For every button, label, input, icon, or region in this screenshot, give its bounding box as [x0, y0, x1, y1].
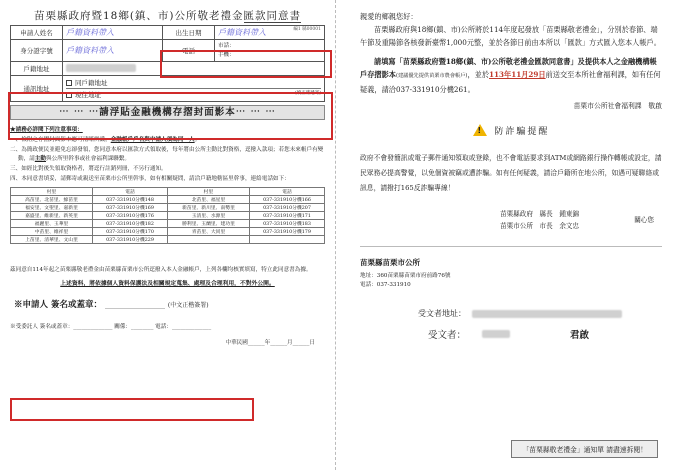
date-row[interactable]: 中華民國______年______月______日	[225, 339, 315, 346]
deadline-date: 113年11月29日	[489, 70, 546, 79]
applicant-label: 申請人姓名	[11, 26, 63, 40]
contacts-table	[10, 187, 325, 244]
note-bold: 主動	[34, 156, 46, 163]
privacy-warning: 上述資料，將依據個人資料保護法及相關規定蒐集、處理及合理利用，不對外公開。	[60, 280, 275, 287]
id-label: 身分證字號	[11, 40, 63, 62]
village-cell: 青苗里、大同里	[167, 227, 249, 235]
checkbox-current[interactable]	[66, 92, 72, 98]
village-cell: 玉清里、水源里	[167, 211, 249, 219]
applicant-table	[10, 25, 325, 102]
checkbox-same[interactable]	[66, 80, 72, 86]
table-row	[11, 195, 325, 203]
dob-label: 出生日期	[163, 26, 215, 40]
form-title-prefix: 苗栗縣政府暨18鄉(鎮、市)公所敬老禮金	[33, 10, 244, 22]
official-line: 苗栗市公所 市長 余文忠	[500, 222, 580, 230]
note-bold: 金融帳戶戶名與申請人須為同一人	[110, 136, 195, 143]
recipient-address-redacted	[472, 310, 622, 318]
warning-icon	[473, 124, 487, 136]
phone-cell: 037-331910分機166	[249, 195, 324, 203]
phone-cell: 037-331910分機183	[249, 219, 324, 227]
fraud-heading-text: 防詐騙提醒	[494, 127, 550, 137]
contacts-header: 村里	[167, 187, 249, 195]
recipient-address-row	[360, 308, 662, 319]
village-cell: 北苗里、福星里	[167, 195, 249, 203]
id-value[interactable]: 戶籍資料帶入	[63, 40, 163, 62]
signature-highlight-box	[10, 398, 254, 421]
table-row	[11, 211, 325, 219]
officials-block	[360, 208, 662, 232]
phone-label: 電話	[163, 40, 215, 62]
paragraph-1: 苗栗縣政府與18鄉(鎮、市)公所將於114年度起發放「苗栗縣敬老禮金」，分別於春節、端午節及重陽節各核發新臺幣1,000元整，並於各節日前由本所以「匯款」方式匯入您本人帳戶。	[360, 25, 661, 47]
applicant-value[interactable]: 戶籍資料帶入	[63, 26, 163, 40]
fraud-heading	[360, 124, 662, 137]
mail-option-current[interactable]	[66, 90, 321, 99]
phone-cell: 037-331910分機229	[93, 235, 168, 243]
office-phone: 電話：037-331910	[360, 282, 411, 288]
department-signature: 苗栗市公所社會福利課 敬啟	[573, 102, 662, 110]
office-address: 地址：360苗栗縣苗栗市府前路76號	[360, 273, 451, 279]
address-value	[63, 62, 325, 76]
recipient-address-label: 受文者地址：	[418, 309, 466, 318]
phone-cell: 037-331910分機207	[249, 203, 324, 211]
village-cell: 新苗里、新川里、南勢里	[167, 203, 249, 211]
recipient-name-redacted	[482, 330, 510, 338]
notice-letter-page	[340, 0, 678, 470]
table-row	[11, 219, 325, 227]
mail-option-same[interactable]	[66, 78, 321, 89]
village-cell: 高苗里、北苗里、綠苗里	[11, 195, 93, 203]
signature-row	[10, 297, 325, 317]
signature-field[interactable]: ____________________	[104, 301, 165, 309]
form-title	[10, 8, 325, 23]
paragraph-2-mid: ，並於	[467, 70, 490, 79]
phone-cell: 037-331910分機170	[93, 227, 168, 235]
mail-option-same-label: 同戶籍地址	[75, 79, 108, 87]
recipient-suffix: 君啟	[570, 330, 590, 341]
note-text: 與公所里幹事或社會福利課聯繫。	[46, 156, 130, 163]
contacts-header: 電話	[249, 187, 324, 195]
mail-note: (填正確遞寄)	[294, 91, 321, 96]
divider	[360, 246, 662, 247]
recipient-block	[360, 308, 662, 341]
village-cell	[167, 235, 249, 243]
table-row	[11, 227, 325, 235]
phone-cell: 037-331910分機182	[93, 219, 168, 227]
paragraph-2	[360, 55, 662, 96]
address-label: 戶籍地址	[11, 62, 63, 76]
phone-cell: 037-331910分機148	[93, 195, 168, 203]
note-text: 。	[194, 136, 201, 143]
note-text: 四、本同意書填妥，請郵寄或親送至苗栗市公所里幹事，如有相關疑問，請洽戶籍地轄區里幹事，連絡電話如下：	[10, 175, 290, 182]
office-name: 苗栗縣苗栗市公所	[360, 258, 420, 267]
phone-cell	[215, 40, 325, 62]
mail-option-current-label: 現住地址	[75, 91, 101, 99]
dob-value[interactable]: 戶籍資料帶入	[215, 26, 325, 40]
phone-city-field[interactable]: 市話：	[215, 42, 324, 51]
note-item	[10, 165, 325, 175]
village-cell: 福麗里、玉華里	[11, 219, 93, 227]
greeting: 親愛的鄉親您好：	[360, 12, 418, 21]
contacts-header: 電話	[93, 187, 168, 195]
village-cell: 福安里、文聖里、嘉新里	[11, 203, 93, 211]
passbook-banner: ⋯ ⋯ ⋯請浮貼金融機構存摺封面影本⋯ ⋯ ⋯	[10, 105, 325, 120]
phone-cell: 037-331910分機171	[249, 211, 324, 219]
paragraph-2-lead: 請填寫「苗栗縣政府暨18鄉(鎮、市)公所敬老禮金匯款同意書」及提供本人之金融機構帳戶存摺影本	[360, 57, 657, 79]
contacts-header: 村里	[11, 187, 93, 195]
note-text: 一、檢附之存摺封面影本應可清晰辨識，	[10, 136, 111, 143]
agent-row[interactable]: ※受委託人 簽名或蓋章：______________ 關係：________ 電話：______________	[10, 323, 212, 330]
recipient-label: 受文者：	[427, 330, 466, 341]
phone-mobile-field[interactable]: 手機：	[218, 51, 235, 58]
note-item	[10, 146, 325, 166]
contacts-header-row	[11, 187, 325, 195]
form-number: 編1 縣00001	[293, 27, 321, 32]
village-cell: 勝利里、玉蘭里、建功里	[167, 219, 249, 227]
mail-label: 通訊地址	[11, 76, 63, 102]
office-info	[360, 272, 662, 290]
notes-heading: ★請務必詳閱下列注意事項：	[10, 127, 83, 133]
phone-cell: 037-331910分機179	[249, 227, 324, 235]
phone-cell: 037-331910分機176	[93, 211, 168, 219]
table-row	[11, 235, 325, 243]
village-cell: 嘉盛里、維新里、新英里	[11, 211, 93, 219]
village-cell: 中苗里、維祥里	[11, 227, 93, 235]
official-line: 苗栗縣政府 縣長 鍾東錦	[500, 210, 580, 218]
paragraph-2-tail: 前送交至本所社會福利課，如有任何疑義，請洽037-331910分機261。	[360, 70, 661, 94]
consent-form-page	[0, 0, 336, 470]
mail-options	[63, 76, 325, 102]
address-redacted	[66, 64, 136, 72]
note-item	[10, 175, 325, 185]
phone-cell	[249, 235, 324, 243]
note-text: 三、如經比對後失領取資格者，將逕行註銷列冊，不另行通知。	[10, 166, 167, 173]
notes-section	[10, 126, 325, 185]
recipient-name-row	[360, 327, 662, 341]
note-item	[10, 136, 325, 146]
phone-cell: 037-331910分機169	[93, 203, 168, 211]
consent-statement: 茲同意自114年起之苗栗縣敬老禮金由苗栗縣苗栗市公所逕撥入本人金融帳戶，上列各欄均核實填寫，特立此同意書為據。	[10, 266, 312, 273]
form-title-highlight: 匯款同意書	[243, 10, 302, 22]
paragraph-2-note: (建議優先提供苗栗市農會帳戶)	[395, 73, 468, 79]
officials-suffix: 關心您	[634, 216, 654, 224]
signature-label: ※申請人 簽名或蓋章：	[14, 299, 102, 310]
table-row	[11, 203, 325, 211]
village-cell: 上苗里、清華里、文山里	[11, 235, 93, 243]
fraud-body: 政府不會發簡訊或電子郵件通知領取或登錄，也不會電話要求到ATM或網路銀行操作轉帳或設定，請民眾務必提高警覺，以免個資被竊或遭詐騙。如有任何疑義，請洽戶籍所在地公所，如遇可疑聯絡或訊息，請撥打165反詐騙專線！	[360, 154, 662, 192]
letter-body	[360, 10, 662, 96]
notice-label: 「苗栗縣敬老禮金」通知單 請盡速拆閱！	[511, 440, 658, 458]
note-text: 二、為簡政便民並避免忘卻發領，您同意本府以匯款方式領取後，每年將由公所主動比對資格，逕撥入款項；若您未來帳戶有變動，請	[10, 146, 324, 163]
signature-note: (中文正楷簽署)	[167, 301, 209, 309]
